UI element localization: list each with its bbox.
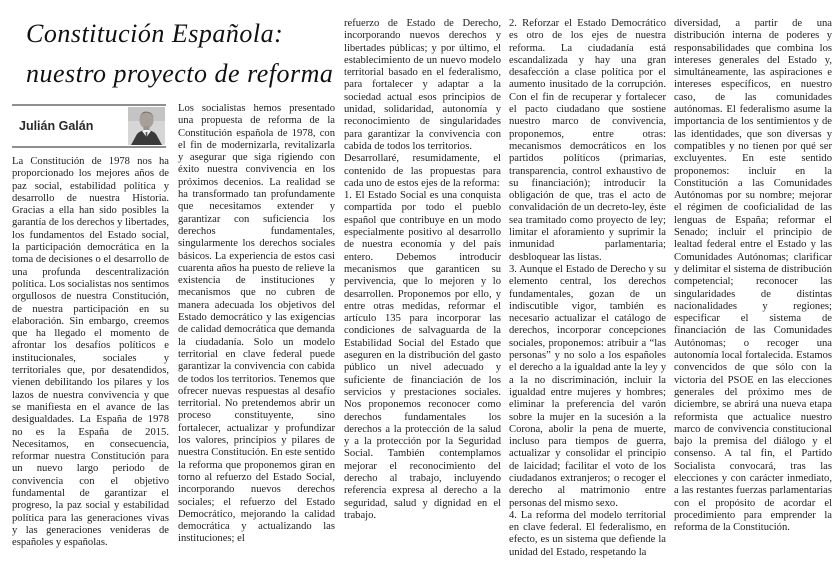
article-paragraph: La Constitución de 1978 nos ha proporcionado los mejores años de paz social, estabilidad política y desarrollo de nuestra Historia. Gracias a ella han sido posibles la garantía de los derechos y libertades, los fundamentos del Estado social, la participación democrática en la toma de decisiones o el desarrollo de una profunda descentralización política. Los socialistas nos sentimos orgullosos de nuestra Constitución, de nuestra participación en su elaboración. Sin embargo, creemos que ha llegado el momento de afrontar los desafíos políticos e institucionales, sociales y territoriales que, por desatendidos, vienen debilitando los pilares y los lazos de nuestra convivencia y que se manifiesta en el avance de las desigualdades. La España de 1978 no es la España de 2015. Necesitamos, en consecuencia, reformar nuestra Constitución para un nuevo largo periodo de convivencia con el objetivo fundamental de garantizar el progreso, la paz social y estabilidad política para las generaciones vivas y las generaciones venideras de españoles y españolas. xyxy=(12,156,169,549)
article-paragraph: diversidad, a partir de una distribución interna de poderes y responsabilidades que combina los intereses generales del Estado y, simultáneamente, las aspiraciones e intereses específicos, en nuestro caso, de las comunidades autónomas. El federalismo asume la importancia de los sentimientos y de las identidades, que son diversas y compatibles y no tienen por qué ser excluyentes. En este sentido proponemos: incluir en la Constitución a las Comunidades Autónomas por su nombre; mejorar el régimen de cooficialidad de las lenguas de España; reformar el Senado; incluir el principio de lealtad federal entre el Estado y las Comunidades Autónomas; clarificar y delimitar el sistema de distribución competencial; reconocer las singularidades de distintas nacionalidades y regiones; especificar el sistema de financiación de las Comunidades Autónomas; o recoger una autonomía local fortalecida. Estamos convencidos de que sólo con la victoria del PSOE en las elecciones generales del próximo mes de diciembre, se abrirá una nueva etapa reformista que actualice nuestro marco de convivencia constitucional bajo la premisa del diálogo y el consenso. A tal fin, el Partido Socialista convocará, tras las elecciones y con carácter inmediato, a las restantes fuerzas parlamentarias con el propósito de acordar el procedimiento para emprender la reforma de la Constitución. xyxy=(674,18,832,534)
article-paragraph: 2. Reforzar el Estado Democrático es otro de los ejes de nuestra reforma. La ciudadanía está escandalizada y hay una gran desafección a clase política por el aumento inusitado de la corrupción. Con el fin de recuperar y fortalecer el pacto ciudadano que sostiene nuestro marco de convivencia, proponemos, entre otras: mecanismos democráticos en los partidos políticos (primarias, transparencia, control exhaustivo de su financiación); introducir la obligación de que, tras el acto de convalidación de un decreto-ley, éste sea tramitado como proyecto de ley; limitar el aforamiento y suprimir la inmunidad parlamentaria; desbloquear las listas. xyxy=(509,18,666,263)
author-name: Julián Galán xyxy=(19,119,94,133)
article-column-4 xyxy=(509,18,666,578)
article-column-5 xyxy=(674,18,832,578)
article-paragraph: 4. La reforma del modelo territorial en clave federal. El federalismo, en efecto, es un sistema que defiende la unidad del Estado, respetando la xyxy=(509,509,666,558)
article-paragraph: refuerzo de Estado de Derecho, incorporando nuevos derechos y libertades públicas; y por último, el establecimiento de un nuevo modelo territorial basado en el federalismo, para fortalecer y adaptar a la sociedad actual esos principios de unidad, solidaridad, autonomía y reconocimiento de singularidades para garantizar la convivencia con cabida de todos los territorios. xyxy=(344,18,501,152)
author-portrait-photo xyxy=(128,107,165,145)
byline xyxy=(12,104,166,148)
article-paragraph: Desarrollaré, resumidamente, el contenido de las propuestas para cada uno de estos ejes de la reforma: xyxy=(344,153,501,189)
article-paragraph: 1. El Estado Social es una conquista compartida por todo el pueblo español que contribuye en un modo especialmente positivo al desarrollo de nuestra economía y del país entero. Debemos introducir mecanismos que garanticen su pervivencia, que lo mejoren y lo desarrollen. Proponemos por ello, y entre otras medidas, reformar el artículo 135 para incorporar las condiciones de salvaguarda de la Estabilidad Social del Estado que aseguren en la distribución del gasto público un nivel adecuado y suficiente de financiación de los servicios y prestaciones sociales. Nos proponemos reconocer como derechos fundamentales los derechos a la protección de la salud y a la protección por la Seguridad Social. También contemplamos mejorar el reconocimiento del derecho al trabajo, incluyendo referencia expresa al derecho a la seguridad, salud y dignidad en el trabajo. xyxy=(344,190,501,521)
article-column-1 xyxy=(12,156,169,576)
page-title-line-2: nuestro proyecto de reforma xyxy=(26,59,334,88)
article-column-3 xyxy=(344,18,501,578)
article-paragraph: Los socialistas hemos presentado una propuesta de reforma de la Constitución española de 1978, con el fin de modernizarla, revitalizarla y asegurar que siga rigiendo con éxito nuestra convivencia en los próximos decenios. La realidad se ha transformado tan profundamente que necesitamos extender y garantizar con suficiencia los derechos fundamentales, singularmente los derechos sociales básicos. La experiencia de estos casi cuarenta años ha puesto de relieve la existencia de instituciones y mecanismos que no cubren de manera adecuada los objetivos del Estado democrático y las exigencias de calidad democrática que demanda la ciudadanía. Solo un modelo territorial en clave federal puede garantizar la convivencia con cabida de todos los territorios. Tenemos que ofrecer nuevas respuestas al desafío territorial. No pretendemos abrir un proceso constituyente, sino fortalecer, actualizar y profundizar los valores, principios y pilares de nuestra Constitución. En este sentido la reforma que proponemos giran en torno al refuerzo del Estado Social, incorporando nuevos derechos sociales; el refuerzo del Estado Democrático, mejorando la calidad democrática y actualizando las instituciones; el xyxy=(178,103,335,545)
page-title xyxy=(26,14,340,94)
article-paragraph: 3. Aunque el Estado de Derecho y su elemento central, los derechos fundamentales, gozan de un indiscutible vigor, también es necesario actualizar el catálogo de derechos, incorporar concepciones sociales, proponemos: atribuir a “las personas” y no solo a los españoles el derecho a la igualdad ante la ley y a la no discriminación, incluir la igualdad entre mujeres y hombres; eliminar la preferencia del varón sobre la mujer en la sucesión a la Corona, abolir la pena de muerte, incluso para tiempos de guerra, actualizar y consolidar el principio de laicidad; facilitar el voto de los ciudadanos extranjeros; o recoger el derecho al matrimonio entre personas del mismo sexo. xyxy=(509,263,666,509)
article-column-2 xyxy=(178,103,335,577)
page-title-line-1: Constitución Española: xyxy=(26,19,284,48)
